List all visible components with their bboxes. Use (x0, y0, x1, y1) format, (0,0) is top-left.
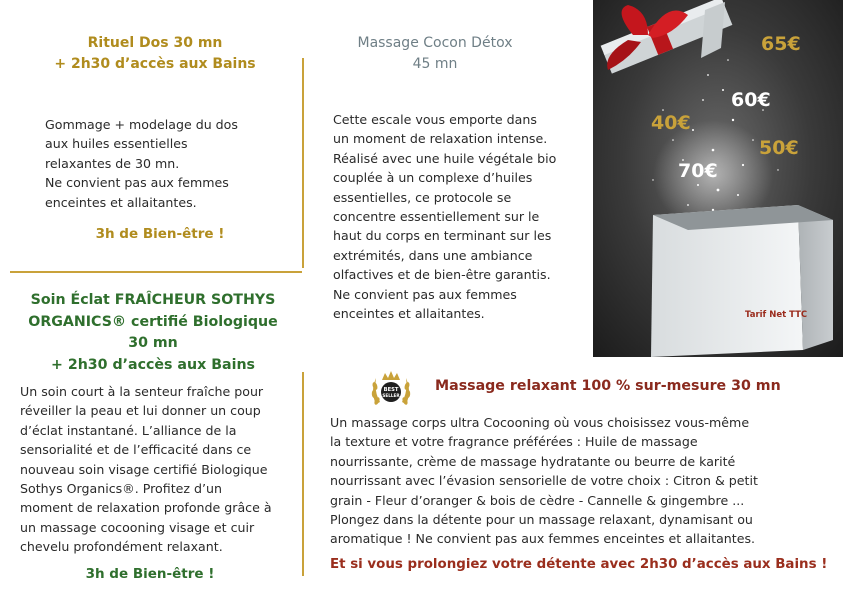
cocon-detox-line: essentielles, ce protocole se (333, 189, 512, 205)
soin-eclat-title-line4: + 2h30 d’accès aux Bains (51, 356, 255, 373)
cocon-detox-title-line2: 45 mn (412, 56, 458, 72)
rituel-dos-line: Ne convient pas aux femmes (45, 175, 229, 191)
soin-eclat-line: moment de relaxation profonde grâce à (20, 500, 272, 516)
massage-relaxant-line: Un massage corps ultra Cocooning où vous choisissez vous-même (330, 415, 750, 430)
cocon-detox-description (333, 110, 583, 323)
soin-eclat-line: sensorialité et de l’efficacité dans ce (20, 442, 252, 458)
rituel-dos-description (45, 115, 285, 212)
cocon-detox-line: couplée à un complexe d’huiles (333, 170, 533, 186)
massage-relaxant-title: Massage relaxant 100 % sur-mesure 30 mn (435, 378, 781, 394)
soin-eclat-line: Un soin court à la senteur fraîche pour (20, 384, 264, 399)
soin-eclat-title (18, 290, 288, 376)
price-label: 40€ (651, 112, 691, 134)
cocon-detox-line: concentre essentiellement sur le (333, 209, 540, 225)
soin-eclat-footer: 3h de Bien-être ! (85, 566, 215, 582)
massage-relaxant-line: nourrissant avec l’évasion sensorielle de votre choix : Citron & petit (330, 473, 758, 489)
rituel-dos-line: aux huiles essentielles (45, 136, 188, 152)
massage-relaxant-line: la texture et votre fragrance préférées : Huile de massage (330, 434, 698, 450)
cocon-detox-line: olfactives et de bien-être garantis. (333, 267, 551, 283)
cocon-detox-line: extrémités, dans une ambiance (333, 247, 533, 263)
badge-text-seller: SELLER (382, 393, 400, 398)
rituel-dos-title-line1: Rituel Dos 30 mn (87, 35, 223, 51)
rituel-dos-line: relaxantes de 30 mn. (45, 155, 180, 171)
rituel-dos-footer: 3h de Bien-être ! (95, 226, 225, 242)
price-label: 50€ (759, 137, 799, 159)
cocon-detox-line: un moment de relaxation intense. (333, 131, 548, 147)
soin-eclat-title-line3: 30 mn (128, 335, 178, 351)
soin-eclat-title-line2: ORGANICS® certifié Biologique (28, 313, 278, 330)
massage-relaxant-line: grain - Fleur d’oranger & bois de cèdre - Cannelle & gingembre ... (330, 492, 745, 508)
massage-relaxant-line: aromatique ! Ne convient pas aux femmes enceintes et allaitantes. (330, 531, 756, 547)
cocon-detox-title-line1: Massage Cocon Détox (357, 35, 513, 51)
gift-box-image (593, 0, 843, 357)
price-label: 70€ (678, 160, 718, 182)
cocon-detox-title (320, 33, 550, 75)
rituel-dos-line: Gommage + modelage du dos (45, 117, 238, 132)
cocon-detox-line: enceintes et allaitantes. (333, 306, 485, 322)
soin-eclat-line: un massage cocooning visage et cuir (20, 519, 255, 535)
soin-eclat-line: chevelu profondément relaxant. (20, 539, 223, 555)
massage-relaxant-line: Plongez dans la détente pour un massage relaxant, dynamisant ou (330, 512, 753, 528)
soin-eclat-line: d’éclat instantané. L’alliance de la (20, 422, 237, 438)
rituel-dos-title-line2: + 2h30 d’accès aux Bains (54, 56, 256, 72)
rituel-dos-title (30, 33, 280, 75)
gift-box-illustration (593, 0, 843, 357)
massage-relaxant-line: nourrissante, crème de massage hydratante ou beurre de karité (330, 453, 736, 469)
cocon-detox-line: haut du corps en terminant sur les (333, 228, 552, 244)
best-seller-badge-icon (368, 366, 414, 412)
massage-relaxant-description (330, 413, 810, 549)
massage-relaxant-footer: Et si vous prolongiez votre détente avec 2h30 d’accès aux Bains ! (330, 557, 828, 572)
soin-eclat-title-line1: Soin Éclat FRAÎCHEUR SOTHYS (30, 292, 276, 308)
price-label: 65€ (761, 33, 801, 55)
soin-eclat-line: nouveau soin visage certifié Biologique (20, 461, 268, 477)
price-label: 60€ (731, 89, 771, 111)
cocon-detox-line: Cette escale vous emporte dans (333, 112, 537, 127)
soin-eclat-line: réveiller la peau et lui donner un coup (20, 403, 261, 419)
cocon-detox-line: Ne convient pas aux femmes (333, 286, 517, 302)
cocon-detox-line: Réalisé avec une huile végétale bio (333, 150, 557, 166)
badge-text-best: BEST (383, 387, 399, 393)
horizontal-separator (10, 271, 302, 273)
soin-eclat-description (20, 382, 305, 557)
tarif-label: Tarif Net TTC (745, 310, 808, 320)
rituel-dos-line: enceintes et allaitantes. (45, 194, 197, 210)
soin-eclat-line: Sothys Organics®. Profitez d’un (20, 481, 222, 497)
vertical-separator-top (302, 58, 304, 268)
